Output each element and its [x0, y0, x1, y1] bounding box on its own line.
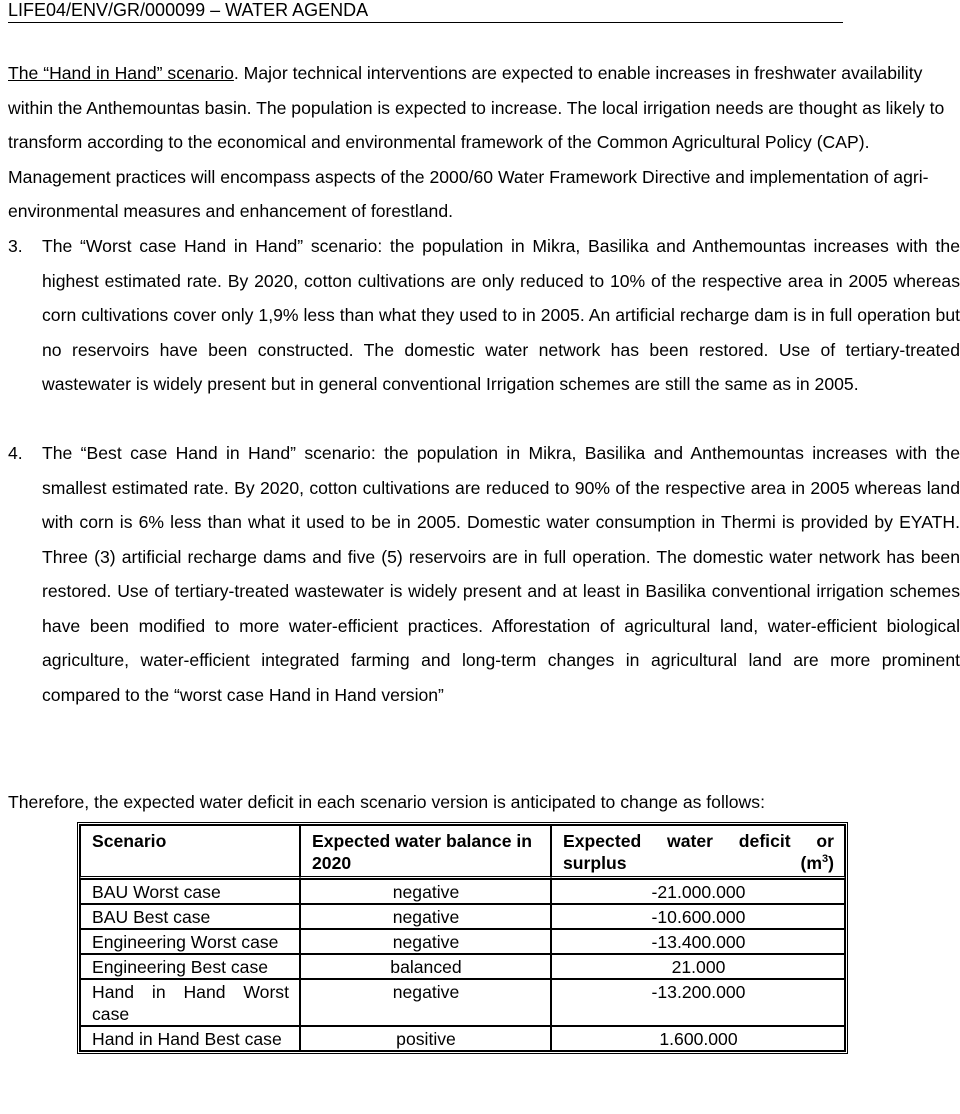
cell-balance: negative	[300, 904, 551, 929]
page-header: LIFE04/ENV/GR/000099 – WATER AGENDA	[8, 0, 843, 23]
cell-balance: positive	[300, 1026, 551, 1051]
cell-balance: negative	[300, 979, 551, 1026]
header-deficit-sup: 3	[822, 853, 829, 865]
header-deficit-close: )	[828, 853, 834, 873]
cell-deficit: -10.600.000	[551, 904, 845, 929]
list-item	[8, 436, 960, 712]
list-item	[8, 229, 960, 402]
table-row	[80, 954, 845, 979]
list-item-text: The “Worst case Hand in Hand” scenario: the population in Mikra, Basilika and Anthemountas increases with the highest estimated rate. By 2020, cotton cultivations are only reduced to 10% of the respective area in 2005 whereas corn cultivations cover only 1,9% less than what they used to in 2005. An artificial recharge dam is in full operation but no reservoirs have been constructed. The domestic water network has been restored. Use of tertiary-treated wastewater is widely present but in general conventional Irrigation schemes are still the same as in 2005.	[42, 236, 960, 394]
table-header-row	[80, 825, 845, 879]
cell-scenario: Engineering Worst case	[80, 929, 300, 954]
cell-scenario: Hand in Hand Worst case	[80, 979, 300, 1026]
cell-balance: negative	[300, 879, 551, 904]
list-item-number: 3.	[8, 236, 23, 256]
intro-lead-punct: .	[233, 63, 239, 83]
table-row	[80, 1026, 845, 1051]
scenario-table	[77, 822, 848, 1054]
header-deficit-text: Expected water deficit or surplus (m	[563, 831, 834, 873]
cell-deficit: -21.000.000	[551, 879, 845, 904]
intro-lead: The “Hand in Hand” scenario	[8, 63, 234, 83]
table-row	[80, 979, 845, 1026]
cell-deficit: -13.200.000	[551, 979, 845, 1026]
table-row	[80, 904, 845, 929]
header-deficit	[551, 825, 845, 879]
table-row	[80, 879, 845, 904]
intro-text: Major technical interventions are expected to enable increases in freshwater availability within the Anthemountas basin. The population is expected to increase. The local irrigation needs are thought as likely to transform according to the economical and environmental framework of the Common Agricultural Policy (CAP). Management practices will encompass aspects of the 2000/60 Water Framework Directive and implementation of agri-environmental measures and enhancement of forestland.	[8, 63, 945, 221]
summary-sentence: Therefore, the expected water deficit in each scenario version is anticipated to change as follows:	[8, 792, 765, 812]
cell-deficit: 21.000	[551, 954, 845, 979]
cell-deficit: 1.600.000	[551, 1026, 845, 1051]
list-item-number: 4.	[8, 443, 23, 463]
list-item-text: The “Best case Hand in Hand” scenario: the population in Mikra, Basilika and Anthemountas increases with the smallest estimated rate. By 2020, cotton cultivations are reduced to 90% of the respective area in 2005 whereas land with corn is 6% less than what it used to be in 2005. Domestic water consumption in Thermi is provided by EYATH. Three (3) artificial recharge dams and five (5) reservoirs are in full operation. The domestic water network has been restored. Use of tertiary-treated wastewater is widely present and at least in Basilika conventional irrigation schemes have been modified to more water-efficient practices. Afforestation of agricultural land, water-efficient biological agriculture, water-efficient integrated farming and long-term changes in agricultural land are more prominent compared to the “worst case Hand in Hand version”	[42, 443, 960, 705]
cell-balance: negative	[300, 929, 551, 954]
header-scenario: Scenario	[80, 825, 300, 879]
intro-paragraph	[8, 56, 960, 229]
cell-scenario: Hand in Hand Best case	[80, 1026, 300, 1051]
cell-scenario: Engineering Best case	[80, 954, 300, 979]
cell-balance: balanced	[300, 954, 551, 979]
cell-deficit: -13.400.000	[551, 929, 845, 954]
cell-scenario: BAU Worst case	[80, 879, 300, 904]
cell-scenario: BAU Best case	[80, 904, 300, 929]
header-balance: Expected water balance in 2020	[300, 825, 551, 879]
table-row	[80, 929, 845, 954]
